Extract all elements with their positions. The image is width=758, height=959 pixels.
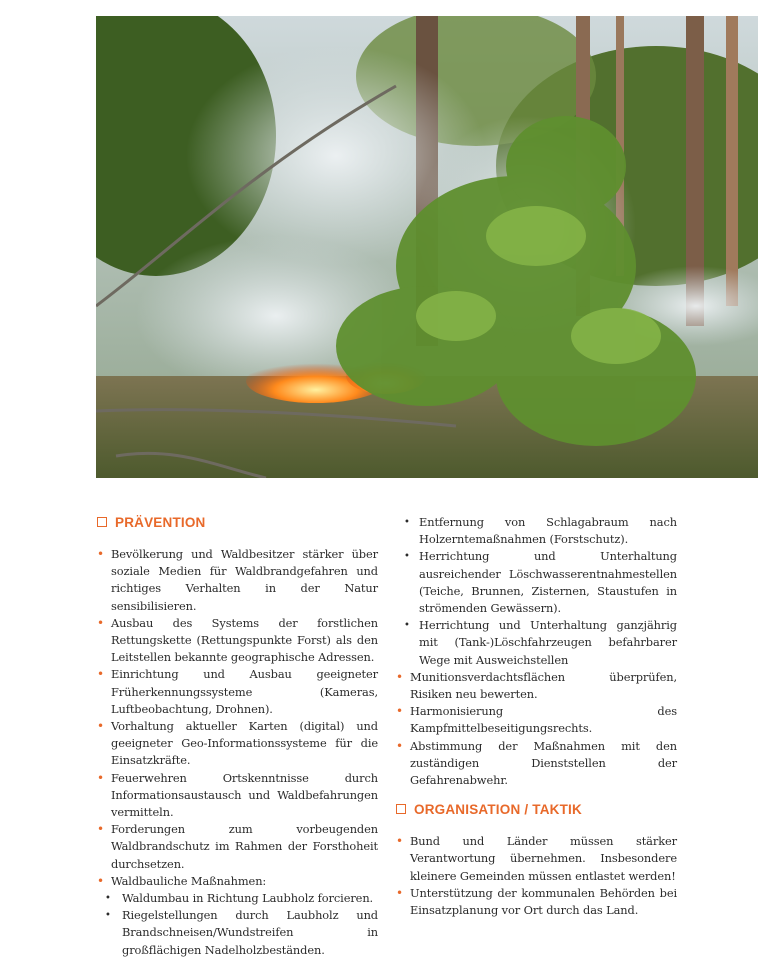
- sub-list-item: • Waldumbau in Richtung Laubholz forcieren.: [96, 890, 378, 907]
- list-item: • Unterstützung der kommunalen Behörden bei Einsatzplanung vor Ort durch das Land.: [395, 885, 677, 919]
- list-item: • Einrichtung und Ausbau geeigneter Früherkennungssysteme (Kameras, Luftbeobachtung, Drohnen).: [96, 666, 378, 718]
- sub-list-item: • Herrichtung und Unterhaltung ausreichender Löschwasserentnahmestellen (Teiche, Brunnen, Zisternen, Staustufen in strömenden Gewässern).: [395, 548, 677, 617]
- praevention-list: [96, 546, 378, 890]
- list-item: • Bund und Länder müssen stärker Verantwortung übernehmen. Insbesondere kleinere Gemeinden müssen entlastet werden!: [395, 833, 677, 885]
- square-icon: [97, 517, 107, 527]
- list-item: • Waldbauliche Maßnahmen:: [96, 873, 378, 890]
- square-icon: [396, 804, 406, 814]
- list-item: • Harmonisierung des Kampfmittelbeseitigungsrechts.: [395, 703, 677, 737]
- list-item: • Forderungen zum vorbeugenden Waldbrandschutz im Rahmen der Forsthoheit durchsetzen.: [96, 821, 378, 873]
- waldbau-sublist: [96, 890, 378, 959]
- section-heading-organisation: [395, 799, 677, 819]
- left-column: [96, 512, 378, 959]
- right-column: [395, 514, 677, 919]
- list-item: • Bevölkerung und Waldbesitzer stärker über soziale Medien für Waldbrandgefahren und richtiges Verhalten in der Natur sensibilisieren.: [96, 546, 378, 615]
- section-title: ORGANISATION / TAKTIK: [414, 801, 582, 817]
- sub-list-item: • Herrichtung und Unterhaltung ganzjährig mit (Tank-)Löschfahrzeugen befahrbarer Wege mit Ausweichstellen: [395, 617, 677, 669]
- waldbau-sublist-continued: [395, 514, 677, 669]
- forest-fire-photo: [96, 16, 758, 478]
- section-title: PRÄVENTION: [115, 514, 206, 530]
- list-item: • Feuerwehren Ortskenntnisse durch Informationsaustausch und Waldbefahrungen vermitteln.: [96, 770, 378, 822]
- organisation-list: [395, 833, 677, 919]
- list-item: • Abstimmung der Maßnahmen mit den zuständigen Dienststellen der Gefahrenabwehr.: [395, 738, 677, 790]
- list-item: • Vorhaltung aktueller Karten (digital) und geeigneter Geo-Informationssysteme für die Einsatzkräfte.: [96, 718, 378, 770]
- sub-list-item: • Entfernung von Schlagabraum nach Holzerntemaßnahmen (Forstschutz).: [395, 514, 677, 548]
- praevention-list-continued: [395, 669, 677, 789]
- sub-list-item: • Riegelstellungen durch Laubholz und Brandschneisen/Wundstreifen in großflächigen Nadelholzbeständen.: [96, 907, 378, 959]
- forest-fire-photo-icon: [96, 16, 758, 478]
- list-item: • Munitionsverdachtsflächen überprüfen, Risiken neu bewerten.: [395, 669, 677, 703]
- list-item: • Ausbau des Systems der forstlichen Rettungskette (Rettungspunkte Forst) als den Leitstellen bekannte geographische Adressen.: [96, 615, 378, 667]
- section-heading-praevention: [96, 512, 378, 532]
